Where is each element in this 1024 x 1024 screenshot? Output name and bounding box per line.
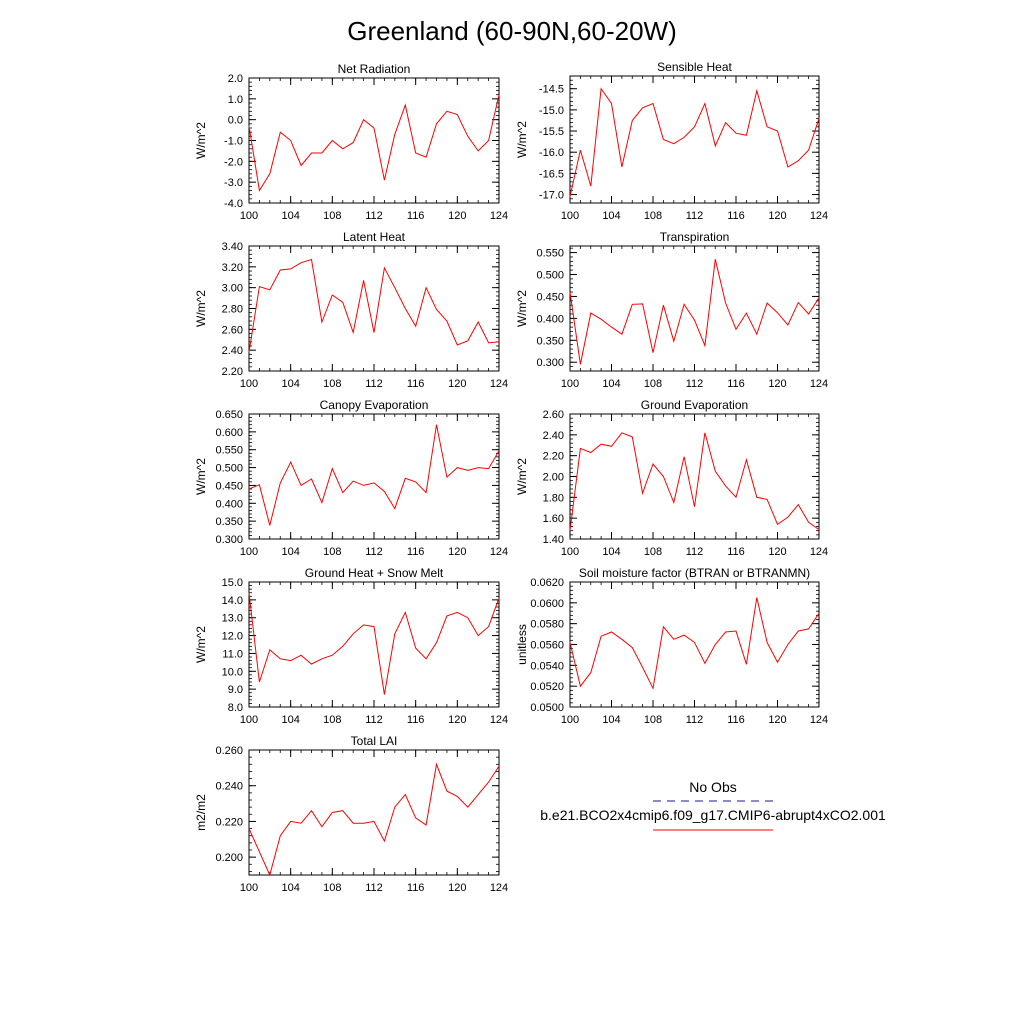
y-tick-label: 2.0 <box>227 73 243 85</box>
y-tick-label: 0.200 <box>215 852 243 865</box>
x-tick-label: 108 <box>323 546 342 558</box>
panel-title: Sensible Heat <box>657 60 732 74</box>
y-tick-label: 2.40 <box>221 345 243 358</box>
x-tick-label: 120 <box>768 546 787 558</box>
x-tick-label: 104 <box>602 210 621 222</box>
x-tick-label: 100 <box>239 714 259 726</box>
y-tick-label: -4.0 <box>224 198 243 210</box>
y-axis-label: W/m^2 <box>515 458 529 495</box>
y-tick-label: -16.0 <box>538 147 564 160</box>
x-tick-label: 116 <box>406 546 425 558</box>
y-tick-label: 0.240 <box>215 780 243 793</box>
y-tick-label: -14.5 <box>538 83 564 96</box>
y-tick-label: -15.5 <box>538 126 564 139</box>
y-tick-label: 9.0 <box>227 684 243 697</box>
legend <box>540 779 886 830</box>
y-tick-label: -1.0 <box>224 135 243 148</box>
x-tick-label: 108 <box>643 546 663 558</box>
y-tick-label: 14.0 <box>221 594 243 607</box>
legend-case-label: b.e21.BCO2x4cmip6.f09_g17.CMIP6-abrupt4xCO2.001 <box>540 807 886 823</box>
y-tick-label: -3.0 <box>224 177 243 190</box>
y-tick-label: 0.550 <box>536 247 564 260</box>
y-axis-label: W/m^2 <box>515 121 529 158</box>
x-tick-label: 100 <box>239 210 259 222</box>
y-tick-label: 2.60 <box>542 409 564 421</box>
y-tick-label: 0.450 <box>215 480 243 493</box>
x-tick-label: 112 <box>365 714 383 726</box>
y-axis-label: W/m^2 <box>194 290 208 327</box>
y-tick-label: 0.0560 <box>530 639 564 652</box>
x-tick-label: 116 <box>406 882 425 894</box>
x-tick-label: 116 <box>727 714 745 726</box>
y-tick-label: 0.400 <box>215 498 243 511</box>
x-tick-label: 108 <box>643 378 663 390</box>
panel-ground-evaporation <box>515 398 828 558</box>
x-tick-label: 108 <box>323 210 342 222</box>
y-tick-label: 0.550 <box>215 444 243 457</box>
x-tick-label: 112 <box>685 714 704 726</box>
y-tick-label: 0.220 <box>215 816 243 829</box>
series-line-canopy-evaporation <box>249 425 499 526</box>
x-tick-label: 100 <box>560 546 580 558</box>
x-tick-label: 120 <box>768 714 787 726</box>
y-tick-label: 0.400 <box>536 313 564 326</box>
panel-title: Transpiration <box>659 230 730 244</box>
y-tick-label: 0.0 <box>227 114 243 127</box>
y-tick-label: -15.0 <box>538 104 564 117</box>
y-tick-label: 1.80 <box>542 492 564 505</box>
x-tick-label: 124 <box>489 210 509 222</box>
x-tick-label: 116 <box>406 714 425 726</box>
panels-group <box>194 60 828 894</box>
series-line-sensible-heat <box>570 89 819 197</box>
x-tick-label: 124 <box>809 378 829 390</box>
x-tick-label: 104 <box>281 714 300 726</box>
x-tick-label: 108 <box>643 210 663 222</box>
x-tick-label: 112 <box>365 210 383 222</box>
plot-frame <box>570 246 819 371</box>
x-tick-label: 104 <box>281 882 300 894</box>
y-tick-label: 1.60 <box>542 513 564 526</box>
y-tick-label: -2.0 <box>224 156 243 169</box>
page-title: Greenland (60-90N,60-20W) <box>347 16 677 46</box>
y-tick-label: 0.450 <box>536 291 564 304</box>
y-tick-label: 0.500 <box>215 462 243 475</box>
plot-frame <box>570 76 819 203</box>
panel-title: Ground Heat + Snow Melt <box>304 566 444 580</box>
x-tick-label: 100 <box>560 714 580 726</box>
y-tick-label: 0.260 <box>215 745 243 757</box>
plot-frame <box>249 78 499 203</box>
panel-title: Ground Evaporation <box>640 398 749 412</box>
x-tick-label: 104 <box>281 210 300 222</box>
x-tick-label: 112 <box>685 210 704 222</box>
panel-title: Soil moisture factor (BTRAN or BTRANMN) <box>578 566 811 580</box>
panel-sensible-heat <box>515 60 828 222</box>
y-tick-label: 2.20 <box>542 450 564 463</box>
x-tick-label: 124 <box>489 378 509 390</box>
y-tick-label: 0.0540 <box>530 660 564 673</box>
x-tick-label: 124 <box>489 714 509 726</box>
y-tick-label: 11.0 <box>222 648 243 661</box>
panel-soil-moisture-factor-btran-or-btranmn <box>515 566 828 726</box>
y-axis-label: unitless <box>515 624 529 665</box>
y-axis-label: W/m^2 <box>194 122 208 159</box>
y-tick-label: 0.500 <box>536 269 564 282</box>
x-tick-label: 116 <box>406 210 425 222</box>
y-tick-label: 2.40 <box>542 429 564 442</box>
plot-frame <box>249 414 499 539</box>
y-axis-label: W/m^2 <box>515 290 529 327</box>
panel-title: Total LAI <box>350 734 398 748</box>
y-tick-label: 0.300 <box>215 534 243 546</box>
series-line-ground-evaporation <box>570 433 819 531</box>
x-tick-label: 104 <box>281 546 300 558</box>
panel-canopy-evaporation <box>194 398 508 558</box>
y-tick-label: 15.0 <box>221 577 243 589</box>
x-tick-label: 116 <box>406 378 425 390</box>
y-tick-label: 1.0 <box>227 93 243 106</box>
y-tick-label: 0.0600 <box>530 597 564 610</box>
y-tick-label: 0.350 <box>215 516 243 529</box>
series-line-transpiration <box>570 259 819 364</box>
plot-frame <box>249 582 499 707</box>
series-line-ground-heat-snow-melt <box>249 593 499 695</box>
y-tick-label: 3.40 <box>221 241 243 253</box>
x-tick-label: 124 <box>809 546 829 558</box>
y-axis-label: m2/m2 <box>194 794 208 831</box>
x-tick-label: 116 <box>727 378 745 390</box>
plot-frame <box>249 246 499 371</box>
x-tick-label: 108 <box>323 378 342 390</box>
x-tick-label: 120 <box>448 210 467 222</box>
y-tick-label: 2.00 <box>542 471 564 484</box>
x-tick-label: 104 <box>602 378 621 390</box>
x-tick-label: 116 <box>727 546 745 558</box>
x-tick-label: 120 <box>448 714 467 726</box>
x-tick-label: 112 <box>685 546 704 558</box>
y-tick-label: 0.0520 <box>530 681 564 694</box>
panel-title: Latent Heat <box>342 230 406 244</box>
x-tick-label: 124 <box>489 546 509 558</box>
x-tick-label: 124 <box>809 714 829 726</box>
x-tick-label: 100 <box>560 210 580 222</box>
y-tick-label: 0.600 <box>215 426 243 439</box>
y-tick-label: 3.00 <box>221 282 243 295</box>
x-tick-label: 108 <box>323 882 342 894</box>
y-tick-label: -16.5 <box>538 168 564 181</box>
y-tick-label: 0.650 <box>215 409 243 421</box>
plot-frame <box>570 414 819 539</box>
x-tick-label: 100 <box>239 378 259 390</box>
panel-ground-heat-snow-melt <box>194 566 508 726</box>
x-tick-label: 124 <box>489 882 509 894</box>
series-line-total-lai <box>249 764 499 875</box>
x-tick-label: 120 <box>448 546 467 558</box>
x-tick-label: 120 <box>768 378 787 390</box>
y-tick-label: -17.0 <box>538 189 564 202</box>
y-tick-label: 12.0 <box>221 630 243 643</box>
x-tick-label: 120 <box>448 882 467 894</box>
series-line-net-radiation <box>249 95 499 191</box>
series-line-latent-heat <box>249 260 499 353</box>
x-tick-label: 104 <box>281 378 300 390</box>
x-tick-label: 100 <box>560 378 580 390</box>
panel-net-radiation <box>194 62 508 222</box>
x-tick-label: 116 <box>727 210 745 222</box>
x-tick-label: 108 <box>323 714 342 726</box>
y-tick-label: 0.300 <box>536 357 564 370</box>
y-tick-label: 2.20 <box>221 366 243 378</box>
x-tick-label: 112 <box>365 882 383 894</box>
y-tick-label: 10.0 <box>221 666 243 679</box>
panel-total-lai <box>194 734 508 894</box>
y-tick-label: 8.0 <box>227 702 243 714</box>
x-tick-label: 120 <box>768 210 787 222</box>
y-tick-label: 3.20 <box>221 261 243 274</box>
x-tick-label: 100 <box>239 546 259 558</box>
y-tick-label: 2.60 <box>221 324 243 337</box>
x-tick-label: 112 <box>685 378 704 390</box>
x-tick-label: 112 <box>365 546 383 558</box>
x-tick-label: 124 <box>809 210 829 222</box>
y-tick-label: 13.0 <box>221 612 243 625</box>
x-tick-label: 108 <box>643 714 663 726</box>
series-line-soil-moisture-factor-btran-or-btranmn <box>570 598 819 689</box>
panel-title: Canopy Evaporation <box>319 398 429 412</box>
panel-title: Net Radiation <box>337 62 411 76</box>
x-tick-label: 104 <box>602 714 621 726</box>
x-tick-label: 100 <box>239 882 259 894</box>
plot-frame <box>249 750 499 875</box>
legend-obs-label: No Obs <box>689 779 737 795</box>
x-tick-label: 104 <box>602 546 621 558</box>
y-tick-label: 2.80 <box>221 303 243 316</box>
y-tick-label: 0.0580 <box>530 618 564 631</box>
x-tick-label: 120 <box>448 378 467 390</box>
panel-latent-heat <box>194 230 508 390</box>
y-tick-label: 0.0500 <box>530 702 564 714</box>
panel-transpiration <box>515 230 828 390</box>
y-tick-label: 1.40 <box>542 534 564 546</box>
y-tick-label: 0.0620 <box>530 577 564 589</box>
y-tick-label: 0.350 <box>536 335 564 348</box>
y-axis-label: W/m^2 <box>194 626 208 663</box>
plot-frame <box>570 582 819 707</box>
y-axis-label: W/m^2 <box>194 458 208 495</box>
x-tick-label: 112 <box>365 378 383 390</box>
